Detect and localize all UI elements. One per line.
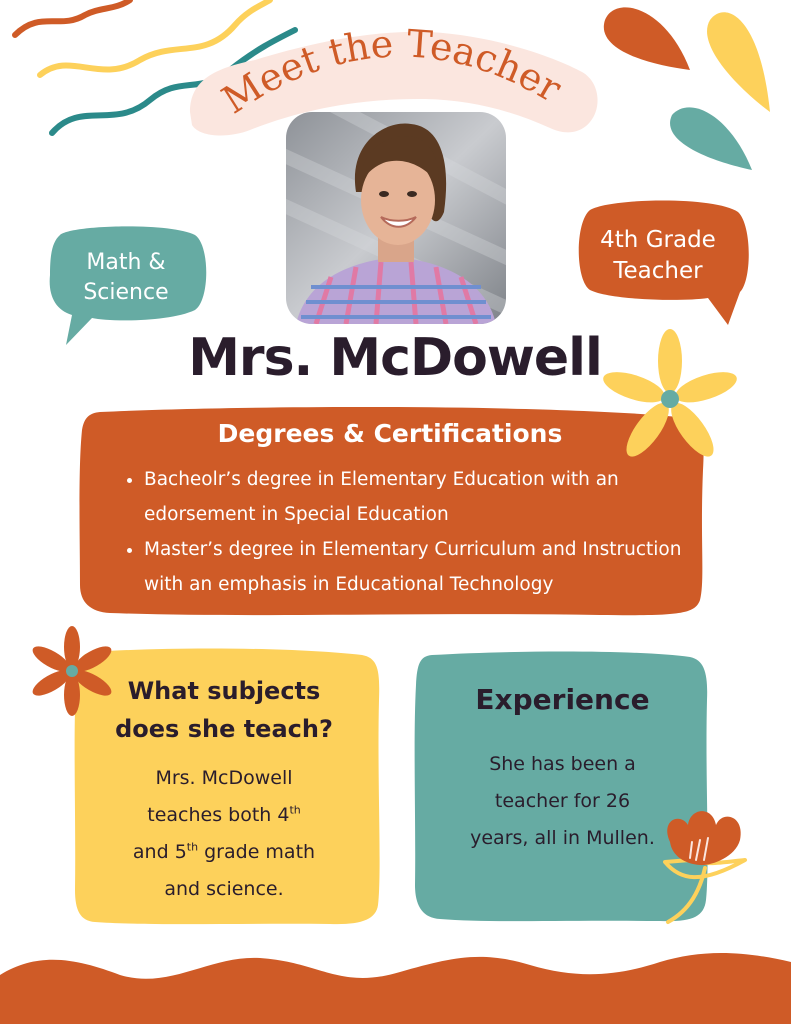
subjects-line2-sup: th — [289, 803, 301, 817]
math-science-line1: Math & — [86, 250, 166, 275]
subjects-line3-text: and 5 — [132, 841, 187, 863]
math-science-label — [62, 248, 190, 308]
degrees-title: Degrees & Certifications — [217, 419, 563, 448]
subjects-line2-text: teaches both 4 — [147, 804, 290, 826]
orange-leaf — [604, 7, 690, 70]
subjects-line1: Mrs. McDowell — [155, 767, 293, 789]
experience-body — [440, 746, 685, 857]
subjects-line2 — [92, 797, 356, 834]
subjects-title — [92, 672, 356, 748]
degree-item: • Bacheolr’s degree in Elementary Education with an edorsement in Special Education — [144, 462, 709, 532]
bottom-wave — [0, 953, 791, 1024]
experience-line2: teacher for 26 — [494, 790, 631, 812]
subjects-line3-sup: th — [186, 840, 199, 854]
grade-line2: Teacher — [613, 258, 703, 284]
teacher-name: Mrs. McDowell — [188, 328, 602, 388]
subjects-line4: and science. — [164, 878, 284, 900]
page-title: Meet the Teacher — [214, 21, 569, 123]
yellow-leaf — [707, 12, 770, 112]
subjects-body — [92, 760, 356, 908]
math-science-line2: Science — [83, 280, 169, 305]
subjects-title-line2: does she teach? — [115, 715, 333, 743]
grade-line1: 4th Grade — [600, 227, 716, 253]
degrees-list — [120, 462, 709, 602]
grade-label — [583, 225, 733, 287]
experience-line1: She has been a — [489, 753, 636, 775]
subjects-title-line1: What subjects — [127, 677, 321, 705]
experience-title: Experience — [475, 683, 650, 716]
experience-line3: years, all in Mullen. — [470, 827, 655, 849]
teacher-photo — [286, 112, 506, 324]
subjects-line3 — [92, 834, 356, 871]
teal-leaf — [670, 107, 752, 170]
subjects-line3-post: grade math — [198, 841, 316, 863]
degree-item: • Master’s degree in Elementary Curriculum and Instruction with an emphasis in Educational Technology — [144, 532, 709, 602]
orange-squiggle — [15, 0, 130, 35]
